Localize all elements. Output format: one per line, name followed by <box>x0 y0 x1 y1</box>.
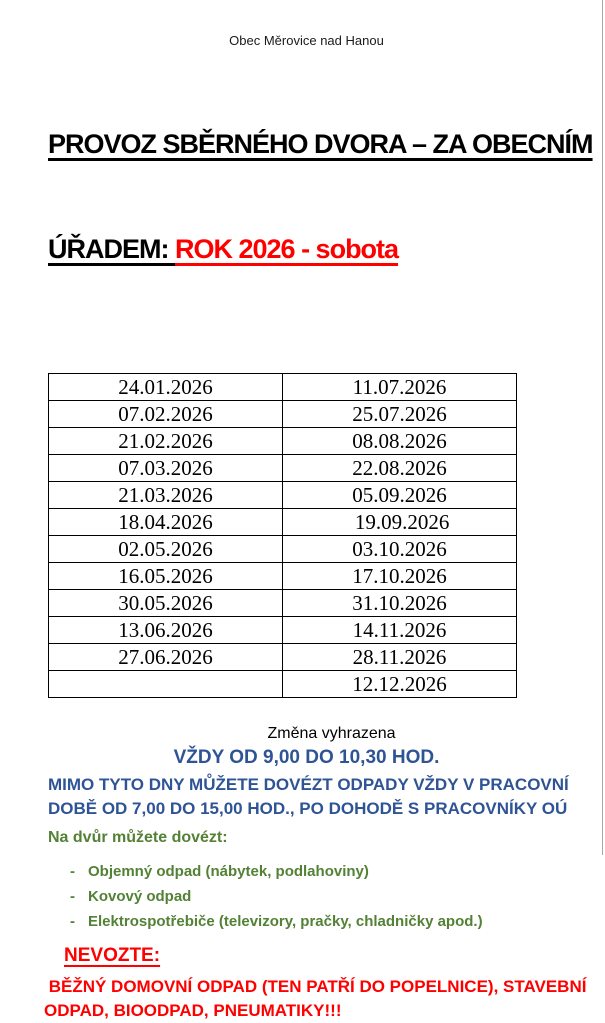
table-row <box>49 509 517 536</box>
table-row <box>49 563 517 590</box>
date-cell: 22.08.2026 <box>283 455 517 482</box>
bullet-dash-icon: - <box>70 863 75 880</box>
table-row <box>49 401 517 428</box>
table-row <box>49 482 517 509</box>
date-cell: 02.05.2026 <box>49 536 283 563</box>
page-edge-line <box>602 0 603 855</box>
table-row <box>49 536 517 563</box>
forbidden-line2: ODPAD, BIOODPAD, PNEUMATIKY!!! <box>44 1001 342 1020</box>
date-cell: 28.11.2026 <box>283 644 517 671</box>
forbidden-waste-heading: NEVOZTE: <box>64 945 161 966</box>
date-cell: 11.07.2026 <box>283 374 517 401</box>
outside-hours-note <box>48 773 569 821</box>
date-cell: 21.02.2026 <box>49 428 283 455</box>
organization-name: Obec Měrovice nad Hanou <box>229 33 384 48</box>
date-cell: 30.05.2026 <box>49 590 283 617</box>
outside-hours-line2: DOBĚ OD 7,00 DO 15,00 HOD., PO DOHODĚ S PRACOVNÍKY OÚ <box>48 799 568 818</box>
date-cell: 27.06.2026 <box>49 644 283 671</box>
outside-hours-line1: MIMO TYTO DNY MŮŽETE DOVÉZT ODPADY VŽDY V PRACOVNÍ <box>48 775 569 794</box>
table-row <box>49 671 517 698</box>
forbidden-waste-text <box>44 975 587 1023</box>
document-title-line1: PROVOZ SBĚRNÉHO DVORA – ZA OBECNÍM <box>48 129 593 159</box>
list-item-label: Kovový odpad <box>88 888 192 905</box>
list-item <box>48 909 565 934</box>
date-cell: 07.02.2026 <box>49 401 283 428</box>
document-title-line2 <box>48 232 565 267</box>
accepted-waste-list <box>48 859 565 934</box>
forbidden-line1: BĚŽNÝ DOMOVNÍ ODPAD (TEN PATŘÍ DO POPELNICE), STAVEBNÍ <box>44 977 587 996</box>
table-row <box>49 617 517 644</box>
date-cell: 03.10.2026 <box>283 536 517 563</box>
list-item <box>48 859 565 884</box>
title-black-part: ÚŘADEM: <box>48 234 175 264</box>
table-row <box>49 644 517 671</box>
accepted-waste-heading: Na dvůr můžete dovézt: <box>48 829 228 846</box>
date-cell: 24.01.2026 <box>49 374 283 401</box>
date-cell: 21.03.2026 <box>49 482 283 509</box>
bullet-dash-icon: - <box>70 913 75 930</box>
bullet-dash-icon: - <box>70 888 75 905</box>
schedule-table <box>48 373 517 698</box>
change-reserved-note: Změna vyhrazena <box>267 725 396 742</box>
title-year-highlight: ROK 2026 - sobota <box>175 234 399 264</box>
table-row <box>49 374 517 401</box>
date-cell: 05.09.2026 <box>283 482 517 509</box>
table-row <box>49 455 517 482</box>
date-cell: 31.10.2026 <box>283 590 517 617</box>
date-cell: 13.06.2026 <box>49 617 283 644</box>
date-cell <box>49 671 283 698</box>
table-row <box>49 428 517 455</box>
date-cell: 19.09.2026 <box>283 509 517 536</box>
date-cell: 14.11.2026 <box>283 617 517 644</box>
opening-hours-note: VŽDY OD 9,00 DO 10,30 HOD. <box>173 747 440 768</box>
date-cell: 18.04.2026 <box>49 509 283 536</box>
date-cell: 08.08.2026 <box>283 428 517 455</box>
date-cell: 12.12.2026 <box>283 671 517 698</box>
list-item-label: Objemný odpad (nábytek, podlahoviny) <box>88 863 369 880</box>
date-cell: 17.10.2026 <box>283 563 517 590</box>
list-item <box>48 884 565 909</box>
date-cell: 16.05.2026 <box>49 563 283 590</box>
document-title <box>48 57 593 337</box>
date-cell: 07.03.2026 <box>49 455 283 482</box>
date-cell: 25.07.2026 <box>283 401 517 428</box>
table-row <box>49 590 517 617</box>
list-item-label: Elektrospotřebiče (televizory, pračky, chladničky apod.) <box>88 913 483 930</box>
